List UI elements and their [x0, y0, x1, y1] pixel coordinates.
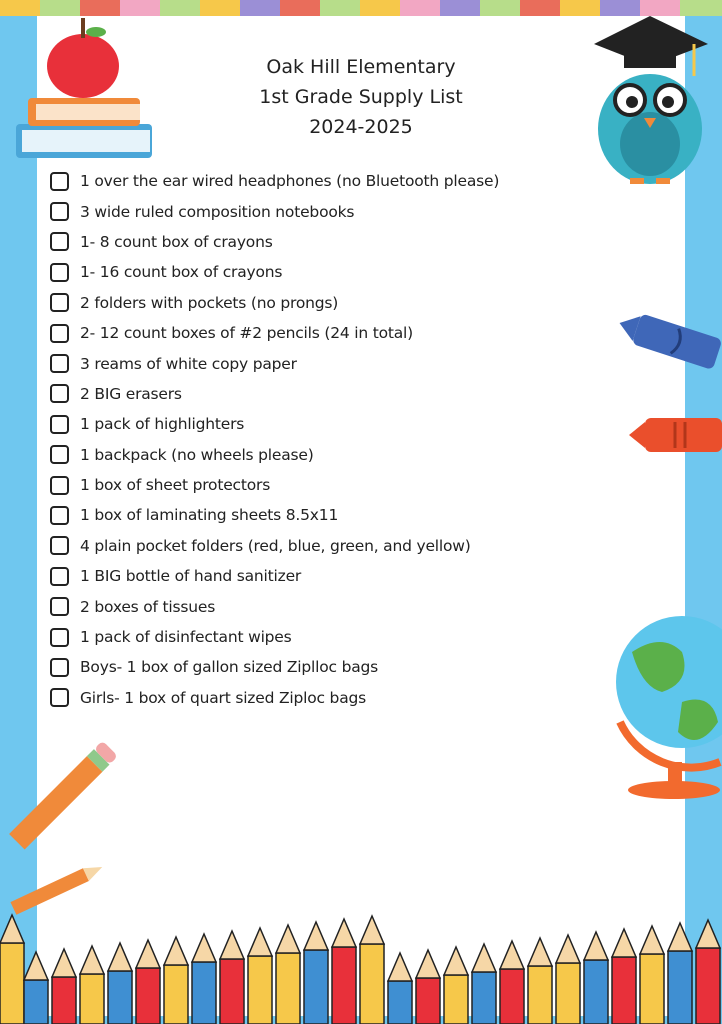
pencil-shape	[80, 974, 104, 1024]
school-year: 2024-2025	[309, 116, 413, 138]
checklist-item	[50, 561, 499, 591]
pencil-tip	[556, 935, 580, 963]
item-label: 1 pack of disinfectant wipes	[80, 628, 292, 647]
pencil-shape	[556, 963, 580, 1024]
item-label: 1 box of laminating sheets 8.5x11	[80, 506, 339, 525]
checklist-item	[50, 683, 499, 713]
checkbox[interactable]	[50, 476, 69, 495]
pencil-tip	[332, 919, 356, 947]
pencil-shape	[304, 950, 328, 1024]
checklist-item	[50, 196, 499, 226]
pencil-tip	[444, 947, 468, 975]
checkbox[interactable]	[50, 445, 69, 464]
checklist-item	[50, 257, 499, 287]
globe-illustration	[612, 612, 722, 802]
item-label: 2 folders with pockets (no prongs)	[80, 293, 339, 312]
checkbox[interactable]	[50, 263, 69, 282]
checkbox[interactable]	[50, 658, 69, 677]
checkbox[interactable]	[50, 415, 69, 434]
pencil-tip	[304, 922, 328, 950]
pencil-tip	[388, 953, 412, 981]
item-label: 1 backpack (no wheels please)	[80, 445, 314, 464]
checklist-item	[50, 470, 499, 500]
item-label: 1- 16 count box of crayons	[80, 263, 283, 282]
pencil-tip	[640, 926, 664, 954]
checkbox[interactable]	[50, 232, 69, 251]
item-label: 3 reams of white copy paper	[80, 354, 297, 373]
checkbox[interactable]	[50, 202, 69, 221]
checklist-item	[50, 166, 499, 196]
pencil-shape	[500, 969, 524, 1024]
pencil-shape	[276, 953, 300, 1024]
pencil-tip	[276, 925, 300, 953]
pencil-tip	[80, 946, 104, 974]
item-label: 1 BIG bottle of hand sanitizer	[80, 567, 302, 586]
pencil-shape	[388, 981, 412, 1024]
checklist-item	[50, 622, 499, 652]
pencil-shape	[416, 978, 440, 1024]
pencil-shape	[640, 954, 664, 1024]
pencil-shape	[528, 966, 552, 1024]
crayons-illustration	[615, 310, 722, 460]
pencil-tip	[0, 915, 24, 943]
pencil-tip	[52, 949, 76, 977]
supply-checklist	[50, 166, 499, 713]
pencil-shape	[52, 977, 76, 1024]
item-label: Girls- 1 box of quart sized Ziploc bags	[80, 688, 367, 707]
list-title: 1st Grade Supply List	[259, 86, 463, 108]
checkbox[interactable]	[50, 567, 69, 586]
item-label: Boys- 1 box of gallon sized Ziplloc bags	[80, 658, 379, 677]
checklist-item	[50, 288, 499, 318]
pencil-shape	[444, 975, 468, 1024]
pencils-left-illustration	[0, 740, 120, 920]
pencil-shape	[696, 948, 720, 1024]
checklist-item	[50, 500, 499, 530]
checklist-item	[50, 227, 499, 257]
pencil-row-illustration	[0, 905, 722, 1024]
pencil-shape	[332, 947, 356, 1024]
checkbox[interactable]	[50, 172, 69, 191]
checkbox[interactable]	[50, 536, 69, 555]
checkbox[interactable]	[50, 384, 69, 403]
item-label: 2 boxes of tissues	[80, 597, 216, 616]
checkbox[interactable]	[50, 628, 69, 647]
pencil-tip	[696, 920, 720, 948]
pencil-tip	[416, 950, 440, 978]
pencil-shape	[220, 959, 244, 1024]
checkbox[interactable]	[50, 324, 69, 343]
checkbox[interactable]	[50, 506, 69, 525]
checklist-item	[50, 409, 499, 439]
pencil-shape	[136, 968, 160, 1024]
item-label: 1 over the ear wired headphones (no Bluetooth please)	[80, 172, 500, 191]
pencil-tip	[360, 916, 384, 944]
item-label: 3 wide ruled composition notebooks	[80, 202, 355, 221]
pencil-tip	[164, 937, 188, 965]
checklist-item	[50, 652, 499, 682]
pencil-shape	[584, 960, 608, 1024]
checkbox[interactable]	[50, 293, 69, 312]
item-label: 2- 12 count boxes of #2 pencils (24 in total)	[80, 324, 413, 343]
checkbox[interactable]	[50, 354, 69, 373]
pencil-tip	[24, 952, 48, 980]
item-label: 1- 8 count box of crayons	[80, 232, 273, 251]
checklist-item	[50, 591, 499, 621]
item-label: 1 box of sheet protectors	[80, 476, 271, 495]
pencil-tip	[472, 944, 496, 972]
checklist-item	[50, 318, 499, 348]
pencil-shape	[360, 944, 384, 1024]
pencil-shape	[24, 980, 48, 1024]
pencil-shape	[612, 957, 636, 1024]
pencil-tip	[136, 940, 160, 968]
item-label: 1 pack of highlighters	[80, 415, 245, 434]
pencil-shape	[668, 951, 692, 1024]
pencil-tip	[220, 931, 244, 959]
pencil-tip	[612, 929, 636, 957]
checklist-item	[50, 440, 499, 470]
pencil-shape	[472, 972, 496, 1024]
checkbox[interactable]	[50, 597, 69, 616]
pencil-tip	[528, 938, 552, 966]
pencil-shape	[192, 962, 216, 1024]
pencil-tip	[108, 943, 132, 971]
checkbox[interactable]	[50, 688, 69, 707]
pencil-tip	[248, 928, 272, 956]
school-name: Oak Hill Elementary	[266, 56, 456, 78]
pencil-tip	[500, 941, 524, 969]
pencil-tip	[668, 923, 692, 951]
pencil-shape	[0, 943, 24, 1024]
pencil-shape	[248, 956, 272, 1024]
checklist-item	[50, 379, 499, 409]
item-label: 2 BIG erasers	[80, 384, 182, 403]
pencil-shape	[164, 965, 188, 1024]
document-header	[0, 52, 722, 142]
pencil-tip	[192, 934, 216, 962]
pencil-tip	[584, 932, 608, 960]
checklist-item	[50, 348, 499, 378]
pencil-shape	[108, 971, 132, 1024]
checklist-item	[50, 531, 499, 561]
item-label: 4 plain pocket folders (red, blue, green, and yellow)	[80, 536, 471, 555]
